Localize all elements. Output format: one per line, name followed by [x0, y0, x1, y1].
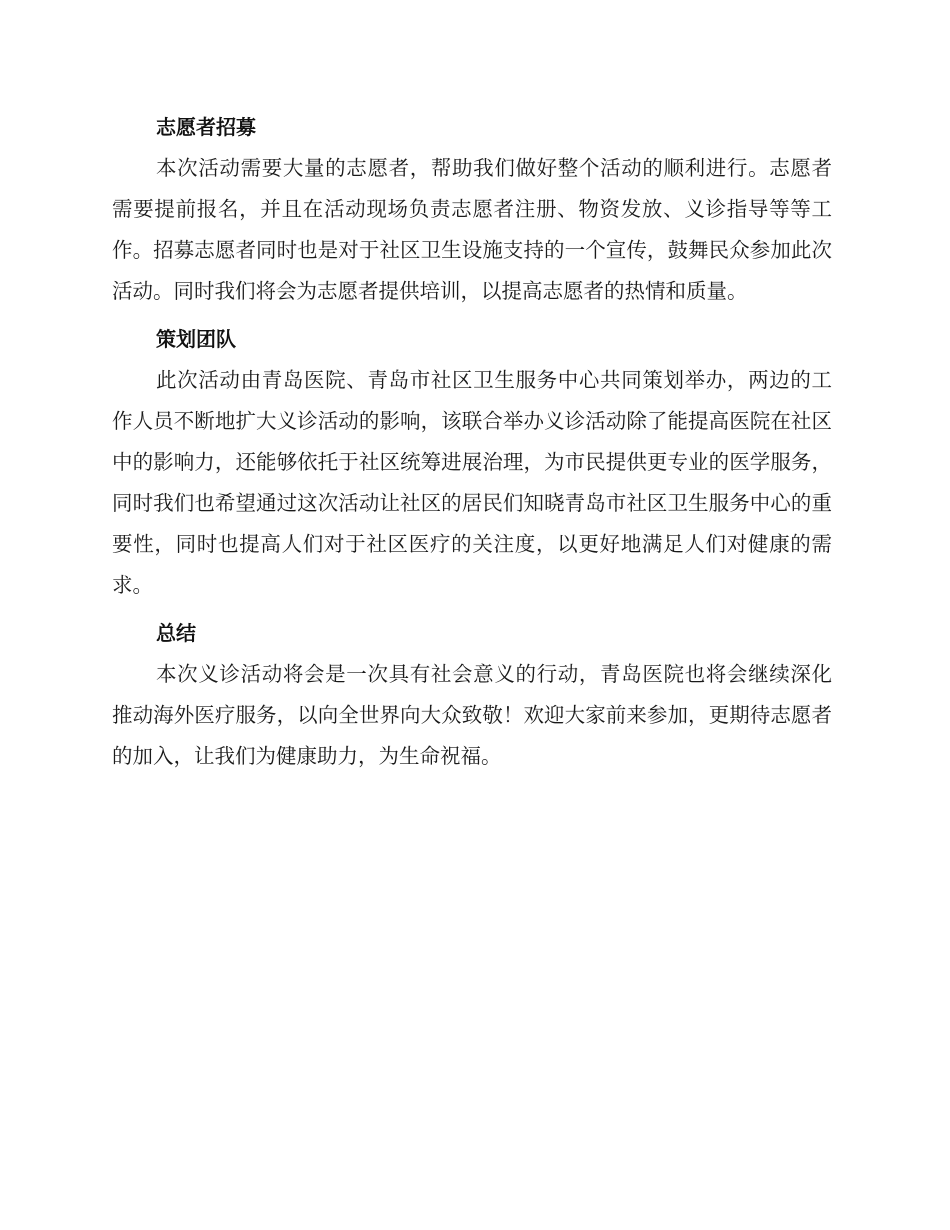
section-heading: 志愿者招募	[156, 115, 256, 139]
section-heading: 策划团队	[156, 327, 236, 351]
section-heading: 总结	[156, 621, 196, 645]
section-summary	[112, 612, 832, 777]
section-paragraph: 此次活动由青岛医院、青岛市社区卫生服务中心共同策划举办，两边的工作人员不断地扩大义诊活动的影响，该联合举办义诊活动除了能提高医院在社区中的影响力，还能够依托于社区统筹进展治理，为市民提供更专业的医学服务，同时我们也希望通过这次活动让社区的居民们知晓青岛市社区卫生服务中心的重要性，同时也提高人们对于社区医疗的关注度，以更好地满足人们对健康的需求。	[112, 368, 832, 597]
document-body	[112, 106, 832, 783]
section-planning-team	[112, 318, 832, 606]
section-paragraph: 本次义诊活动将会是一次具有社会意义的行动，青岛医院也将会继续深化推动海外医疗服务，以向全世界向大众致敬！欢迎大家前来参加，更期待志愿者的加入，让我们为健康助力，为生命祝福。	[112, 662, 832, 768]
section-volunteer-recruitment	[112, 106, 832, 312]
section-paragraph: 本次活动需要大量的志愿者，帮助我们做好整个活动的顺利进行。志愿者需要提前报名，并且在活动现场负责志愿者注册、物资发放、义诊指导等等工作。招募志愿者同时也是对于社区卫生设施支持的一个宣传，鼓舞民众参加此次活动。同时我们将会为志愿者提供培训，以提高志愿者的热情和质量。	[112, 156, 832, 303]
